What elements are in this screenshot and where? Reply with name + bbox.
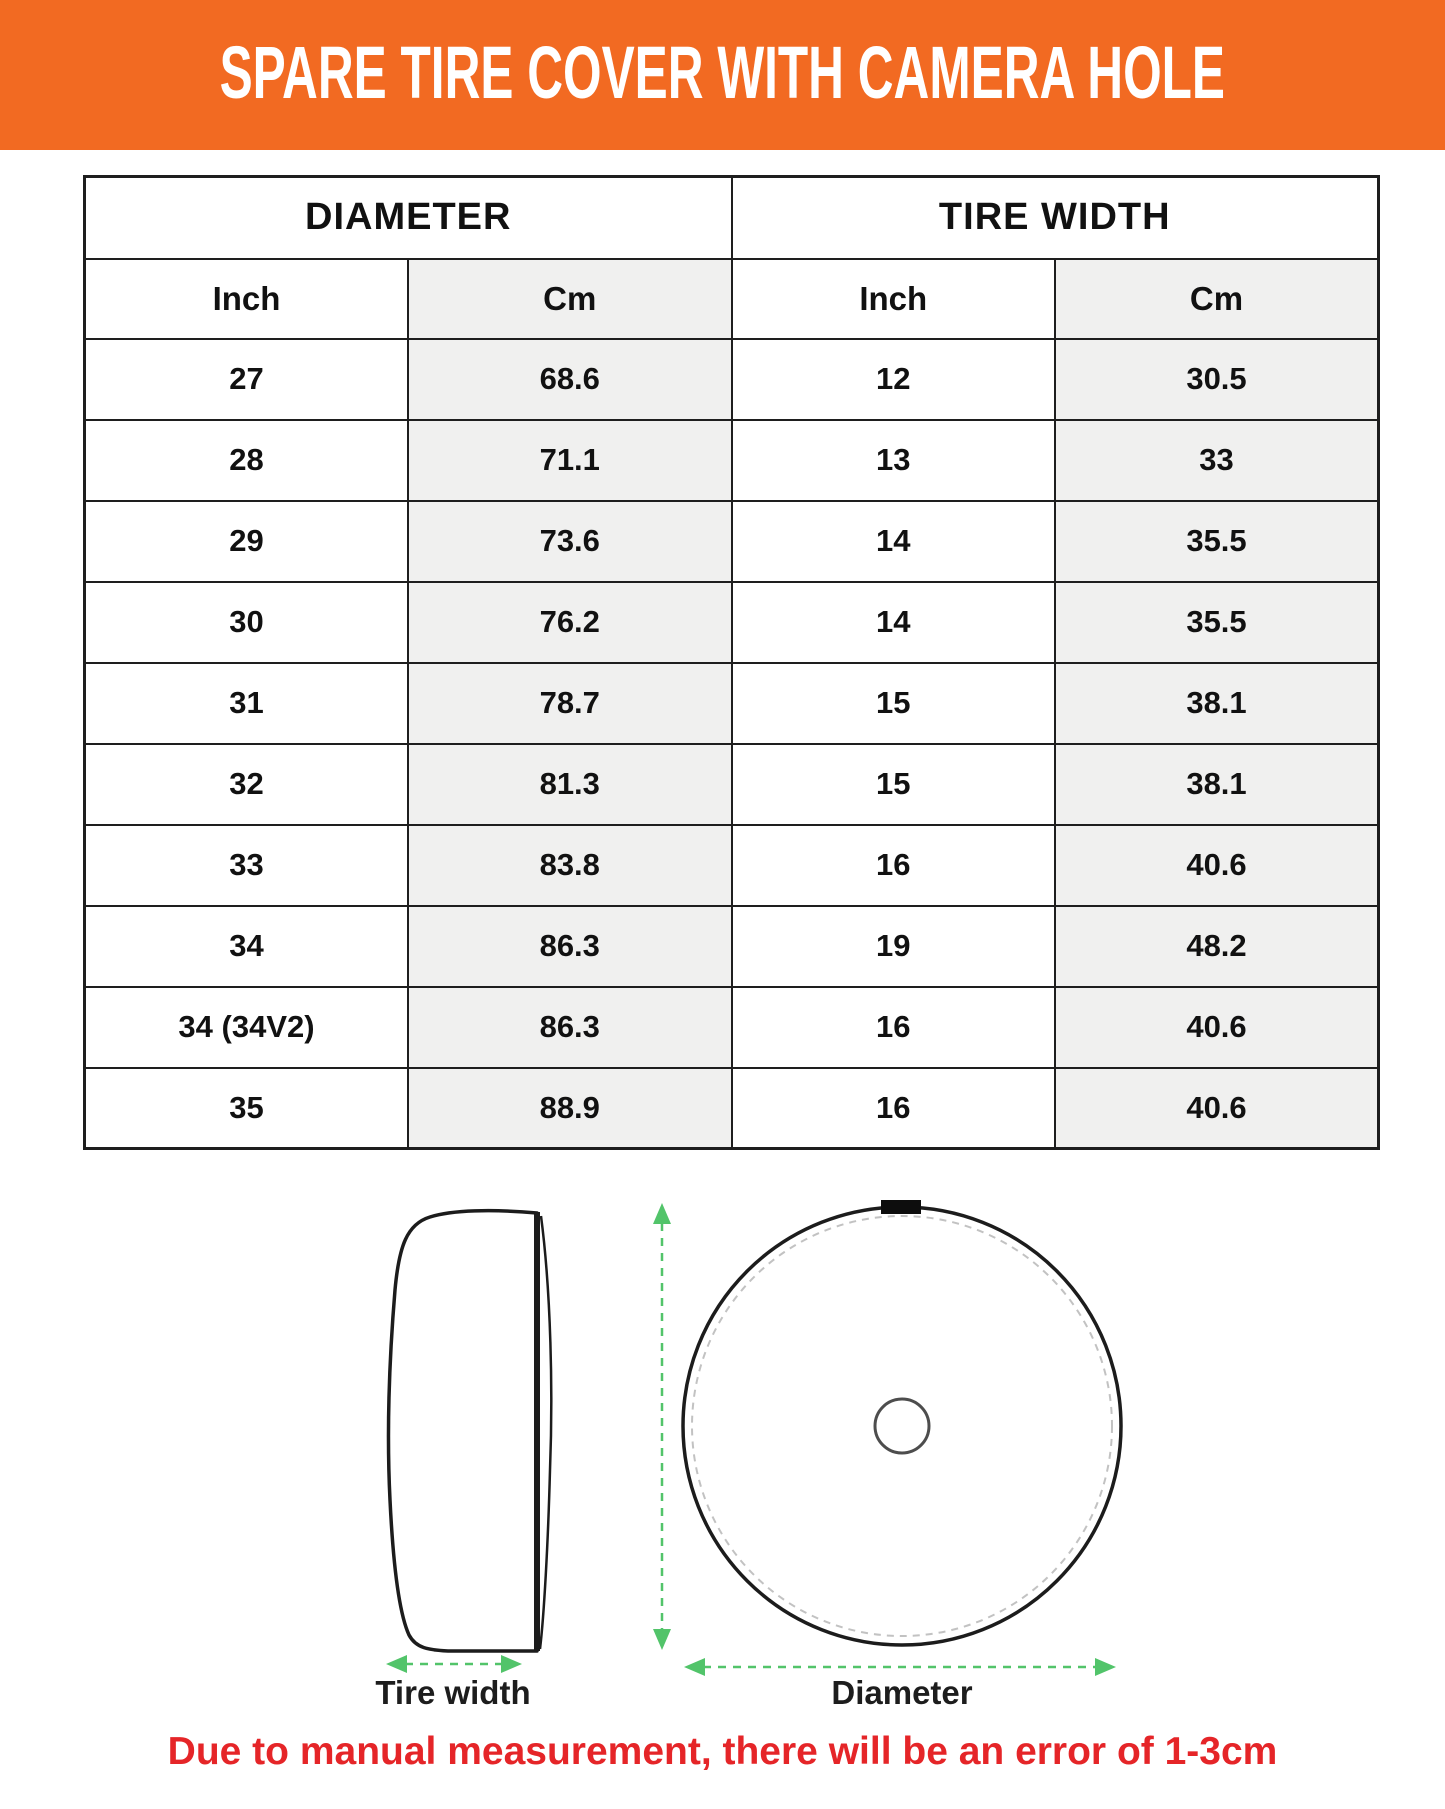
cell-diameter-inch: 34 (34V2) bbox=[85, 987, 409, 1068]
arrowhead-left-icon bbox=[386, 1655, 407, 1673]
vertical-diameter-arrow bbox=[653, 1203, 671, 1650]
cell-width-cm: 30.5 bbox=[1055, 339, 1379, 420]
diameter-label: Diameter bbox=[831, 1674, 973, 1711]
table-section-header-row bbox=[85, 177, 1379, 259]
cell-diameter-inch: 34 bbox=[85, 906, 409, 987]
table-row bbox=[85, 582, 1379, 663]
cell-width-inch: 13 bbox=[732, 420, 1056, 501]
cell-width-cm: 40.6 bbox=[1055, 987, 1379, 1068]
tire-sidewall-curve bbox=[540, 1216, 551, 1649]
cell-diameter-cm: 73.6 bbox=[408, 501, 732, 582]
table-row bbox=[85, 744, 1379, 825]
cell-diameter-cm: 81.3 bbox=[408, 744, 732, 825]
cell-diameter-cm: 71.1 bbox=[408, 420, 732, 501]
cell-width-cm: 35.5 bbox=[1055, 501, 1379, 582]
cell-diameter-cm: 76.2 bbox=[408, 582, 732, 663]
header-banner bbox=[0, 0, 1445, 150]
cell-width-cm: 40.6 bbox=[1055, 825, 1379, 906]
cell-diameter-inch: 27 bbox=[85, 339, 409, 420]
tire-side-outline bbox=[389, 1211, 537, 1651]
cell-width-inch: 19 bbox=[732, 906, 1056, 987]
table-row bbox=[85, 501, 1379, 582]
cell-width-inch: 15 bbox=[732, 744, 1056, 825]
cell-diameter-inch: 28 bbox=[85, 420, 409, 501]
cell-width-cm: 48.2 bbox=[1055, 906, 1379, 987]
tire-measurement-diagram bbox=[0, 1150, 1445, 1809]
cell-diameter-cm: 83.8 bbox=[408, 825, 732, 906]
cell-diameter-inch: 33 bbox=[85, 825, 409, 906]
arrowhead-right-icon bbox=[1095, 1658, 1116, 1676]
cell-width-cm: 40.6 bbox=[1055, 1068, 1379, 1149]
arrowhead-down-icon bbox=[653, 1629, 671, 1650]
cell-diameter-cm: 68.6 bbox=[408, 339, 732, 420]
table-row bbox=[85, 906, 1379, 987]
table-unit-header-row bbox=[85, 259, 1379, 339]
cell-width-cm: 38.1 bbox=[1055, 663, 1379, 744]
unit-header-cm-width: Cm bbox=[1055, 259, 1379, 339]
measurement-error-note: Due to manual measurement, there will be an error of 1-3cm bbox=[167, 1730, 1278, 1773]
unit-header-inch-width: Inch bbox=[732, 259, 1056, 339]
cell-width-inch: 14 bbox=[732, 582, 1056, 663]
page-title: SPARE TIRE COVER WITH CAMERA HOLE bbox=[219, 30, 1226, 114]
cell-diameter-cm: 86.3 bbox=[408, 906, 732, 987]
arrowhead-left-icon bbox=[684, 1658, 705, 1676]
cell-diameter-cm: 86.3 bbox=[408, 987, 732, 1068]
unit-header-cm-diameter: Cm bbox=[408, 259, 732, 339]
table-row bbox=[85, 825, 1379, 906]
cell-diameter-cm: 88.9 bbox=[408, 1068, 732, 1149]
cell-diameter-inch: 32 bbox=[85, 744, 409, 825]
unit-header-inch-diameter: Inch bbox=[85, 259, 409, 339]
table-row bbox=[85, 420, 1379, 501]
cell-width-inch: 12 bbox=[732, 339, 1056, 420]
camera-hole-mark bbox=[881, 1200, 921, 1214]
cell-width-cm: 38.1 bbox=[1055, 744, 1379, 825]
size-chart-table bbox=[83, 175, 1380, 1150]
cell-diameter-inch: 29 bbox=[85, 501, 409, 582]
cell-diameter-inch: 35 bbox=[85, 1068, 409, 1149]
cell-width-inch: 15 bbox=[732, 663, 1056, 744]
table-row bbox=[85, 1068, 1379, 1149]
arrowhead-up-icon bbox=[653, 1203, 671, 1224]
cell-width-inch: 16 bbox=[732, 825, 1056, 906]
table-row bbox=[85, 987, 1379, 1068]
cell-width-inch: 16 bbox=[732, 1068, 1056, 1149]
tire-side-view bbox=[389, 1211, 552, 1651]
cell-width-inch: 14 bbox=[732, 501, 1056, 582]
tire-front-view bbox=[683, 1200, 1121, 1645]
cell-width-inch: 16 bbox=[732, 987, 1056, 1068]
cell-diameter-inch: 31 bbox=[85, 663, 409, 744]
tire-width-arrow bbox=[386, 1655, 522, 1673]
tire-width-label: Tire width bbox=[375, 1674, 531, 1711]
section-header-diameter: DIAMETER bbox=[85, 177, 732, 259]
cell-width-cm: 33 bbox=[1055, 420, 1379, 501]
section-header-tire-width: TIRE WIDTH bbox=[732, 177, 1379, 259]
cell-diameter-inch: 30 bbox=[85, 582, 409, 663]
arrowhead-right-icon bbox=[501, 1655, 522, 1673]
cell-width-cm: 35.5 bbox=[1055, 582, 1379, 663]
cell-diameter-cm: 78.7 bbox=[408, 663, 732, 744]
table-row bbox=[85, 663, 1379, 744]
center-hole bbox=[875, 1399, 929, 1453]
table-row bbox=[85, 339, 1379, 420]
